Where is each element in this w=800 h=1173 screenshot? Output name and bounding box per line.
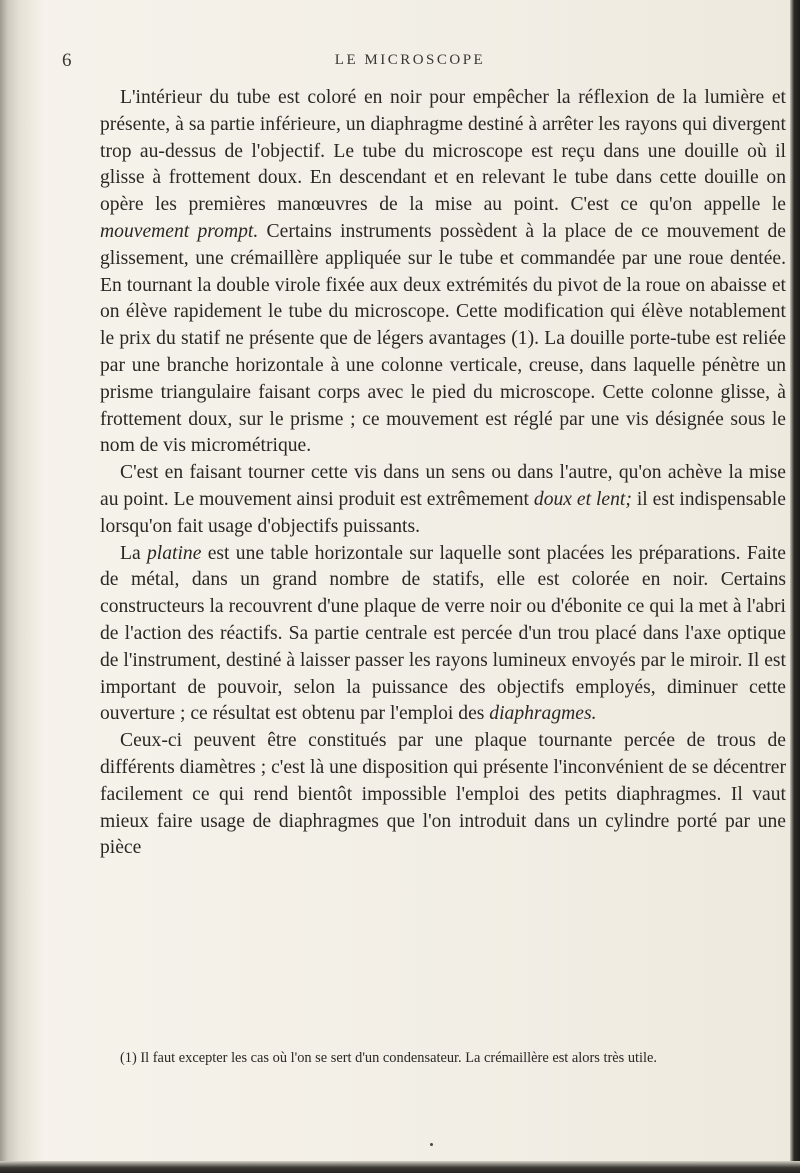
text-segment: C'est en faisant tourner cette vis dans un sens ou dans l'autre, qu'on achève la mise au point. Le mouvement ainsi produit est extrêmement	[100, 462, 786, 510]
text-segment: L'intérieur du tube est coloré en noir pour empêcher la réflexion de la lumière et présente, à sa partie inférieure, un diaphragme destiné à arrêter les rayons qui divergent trop au-dessus de l'objectif. Le tube du microscope est reçu dans une douille où il glisse à frottement doux. En descendant et en relevant le tube dans cette douille on opère les premières manœuvres de la mise au point. C'est ce qu'on appelle le	[100, 87, 786, 216]
paper-speck	[430, 1143, 433, 1146]
footnote-text: (1) Il faut excepter les cas où l'on se sert d'un condensateur. La crémaillère est alors très utile.	[120, 1050, 658, 1066]
footnote	[100, 1048, 786, 1069]
paragraph	[100, 541, 786, 729]
binding-gutter	[0, 0, 44, 1173]
body-text	[100, 85, 786, 862]
text-segment: est une table horizontale sur laquelle sont placées les préparations. Faite de métal, dans un grand nombre de statifs, elle est colorée en noir. Certains constructeurs la recouvrent d'une plaque de verre noir ou d'ébonite ce qui la met à l'abri de l'action des réactifs. Sa partie centrale est percée d'un trou placé dans l'axe optique de l'instrument, destiné à laisser passer les rayons lumineux envoyés par le miroir. Il est important de pouvoir, selon la puissance des objectifs employés, diminuer cette ouverture ; ce résultat est obtenu par l'emploi des	[100, 542, 786, 725]
text-segment: La	[120, 542, 147, 564]
italic-term: mouvement prompt.	[100, 220, 259, 242]
paragraph	[100, 460, 786, 540]
page-header	[60, 50, 780, 74]
page-number: 6	[62, 50, 72, 71]
page-bottom-edge	[0, 1161, 800, 1173]
running-title: LE MICROSCOPE	[334, 52, 486, 68]
italic-term: platine	[146, 542, 202, 564]
text-segment: Certains instruments possèdent à la place de ce mouvement de glissement, une crémaillère appliquée sur le tube et commandée par une roue dentée. En tournant la double virole fixée aux deux extrémités du pivot de la roue on abaisse et on élève rapidement le tube du microscope. Cette modification qui élève notablement le prix du statif ne présente que de légers avantages (1). La douille porte-tube est reliée par une branche horizontale à une colonne verticale, creuse, dans laquelle pénètre un prisme triangulaire faisant corps avec le pied du microscope. Cette colonne glisse, à frottement doux, sur le prisme ; ce mouvement est réglé par une vis désignée sous le nom de vis micrométrique.	[100, 220, 787, 457]
italic-term: doux et lent;	[533, 488, 632, 510]
paragraph	[100, 728, 786, 862]
page-right-edge	[790, 0, 800, 1173]
text-segment: Ceux-ci peuvent être constitués par une plaque tournante percée de trous de différents diamètres ; c'est là une disposition qui présente l'inconvénient de se décentrer facilement ce qui rend bientôt impossible l'emploi des petits diaphragmes. Il vaut mieux faire usage de diaphragmes que l'on introduit dans un cylindre porté par une pièce	[100, 730, 786, 859]
paragraph	[100, 85, 786, 460]
text-segment: il est indispensable lorsqu'on fait usage d'objectifs puissants.	[100, 488, 786, 537]
italic-term: diaphragmes.	[489, 703, 597, 725]
